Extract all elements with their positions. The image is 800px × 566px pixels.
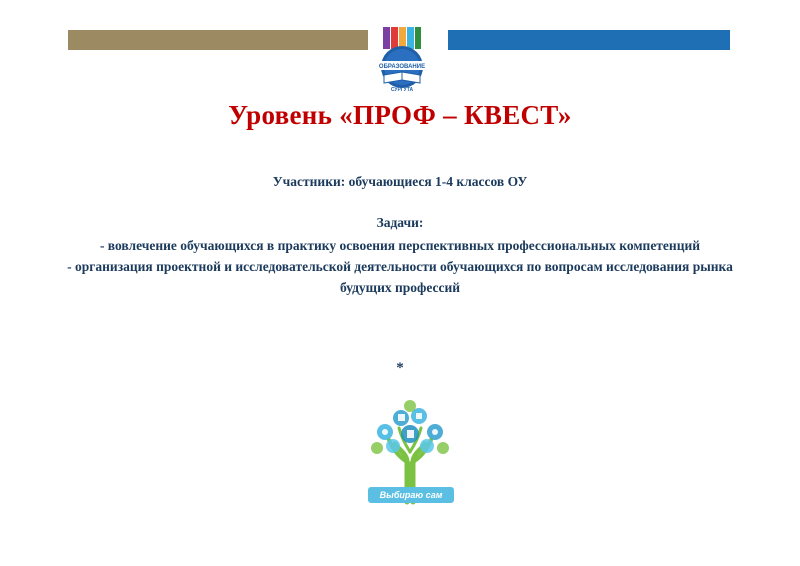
header-bar-left bbox=[68, 30, 368, 50]
asterisk-marker: * bbox=[396, 360, 404, 376]
header-bar-right bbox=[448, 30, 730, 50]
page-title: Уровень «ПРОФ – КВЕСТ» bbox=[228, 100, 572, 130]
tasks-heading: Задачи: bbox=[376, 214, 424, 230]
participants-line: Участники: обучающиеся 1-4 классов ОУ bbox=[272, 174, 528, 189]
svg-text:СУРГУТА: СУРГУТА bbox=[390, 87, 414, 93]
obrazovanie-surguta-logo bbox=[370, 25, 434, 95]
task-item-1: - вовлечение обучающихся в практику освоения перспективных профессиональных компетенций bbox=[99, 237, 701, 253]
slide-body bbox=[60, 172, 740, 299]
svg-text:ОБРАЗОВАНИЕ: ОБРАЗОВАНИЕ bbox=[378, 64, 426, 70]
task-item-2: - организация проектной и исследовательской деятельности обучающихся по вопросам исследования рынка будущих профессий bbox=[67, 258, 733, 295]
tree-caption: Выбираю сам bbox=[368, 487, 454, 503]
